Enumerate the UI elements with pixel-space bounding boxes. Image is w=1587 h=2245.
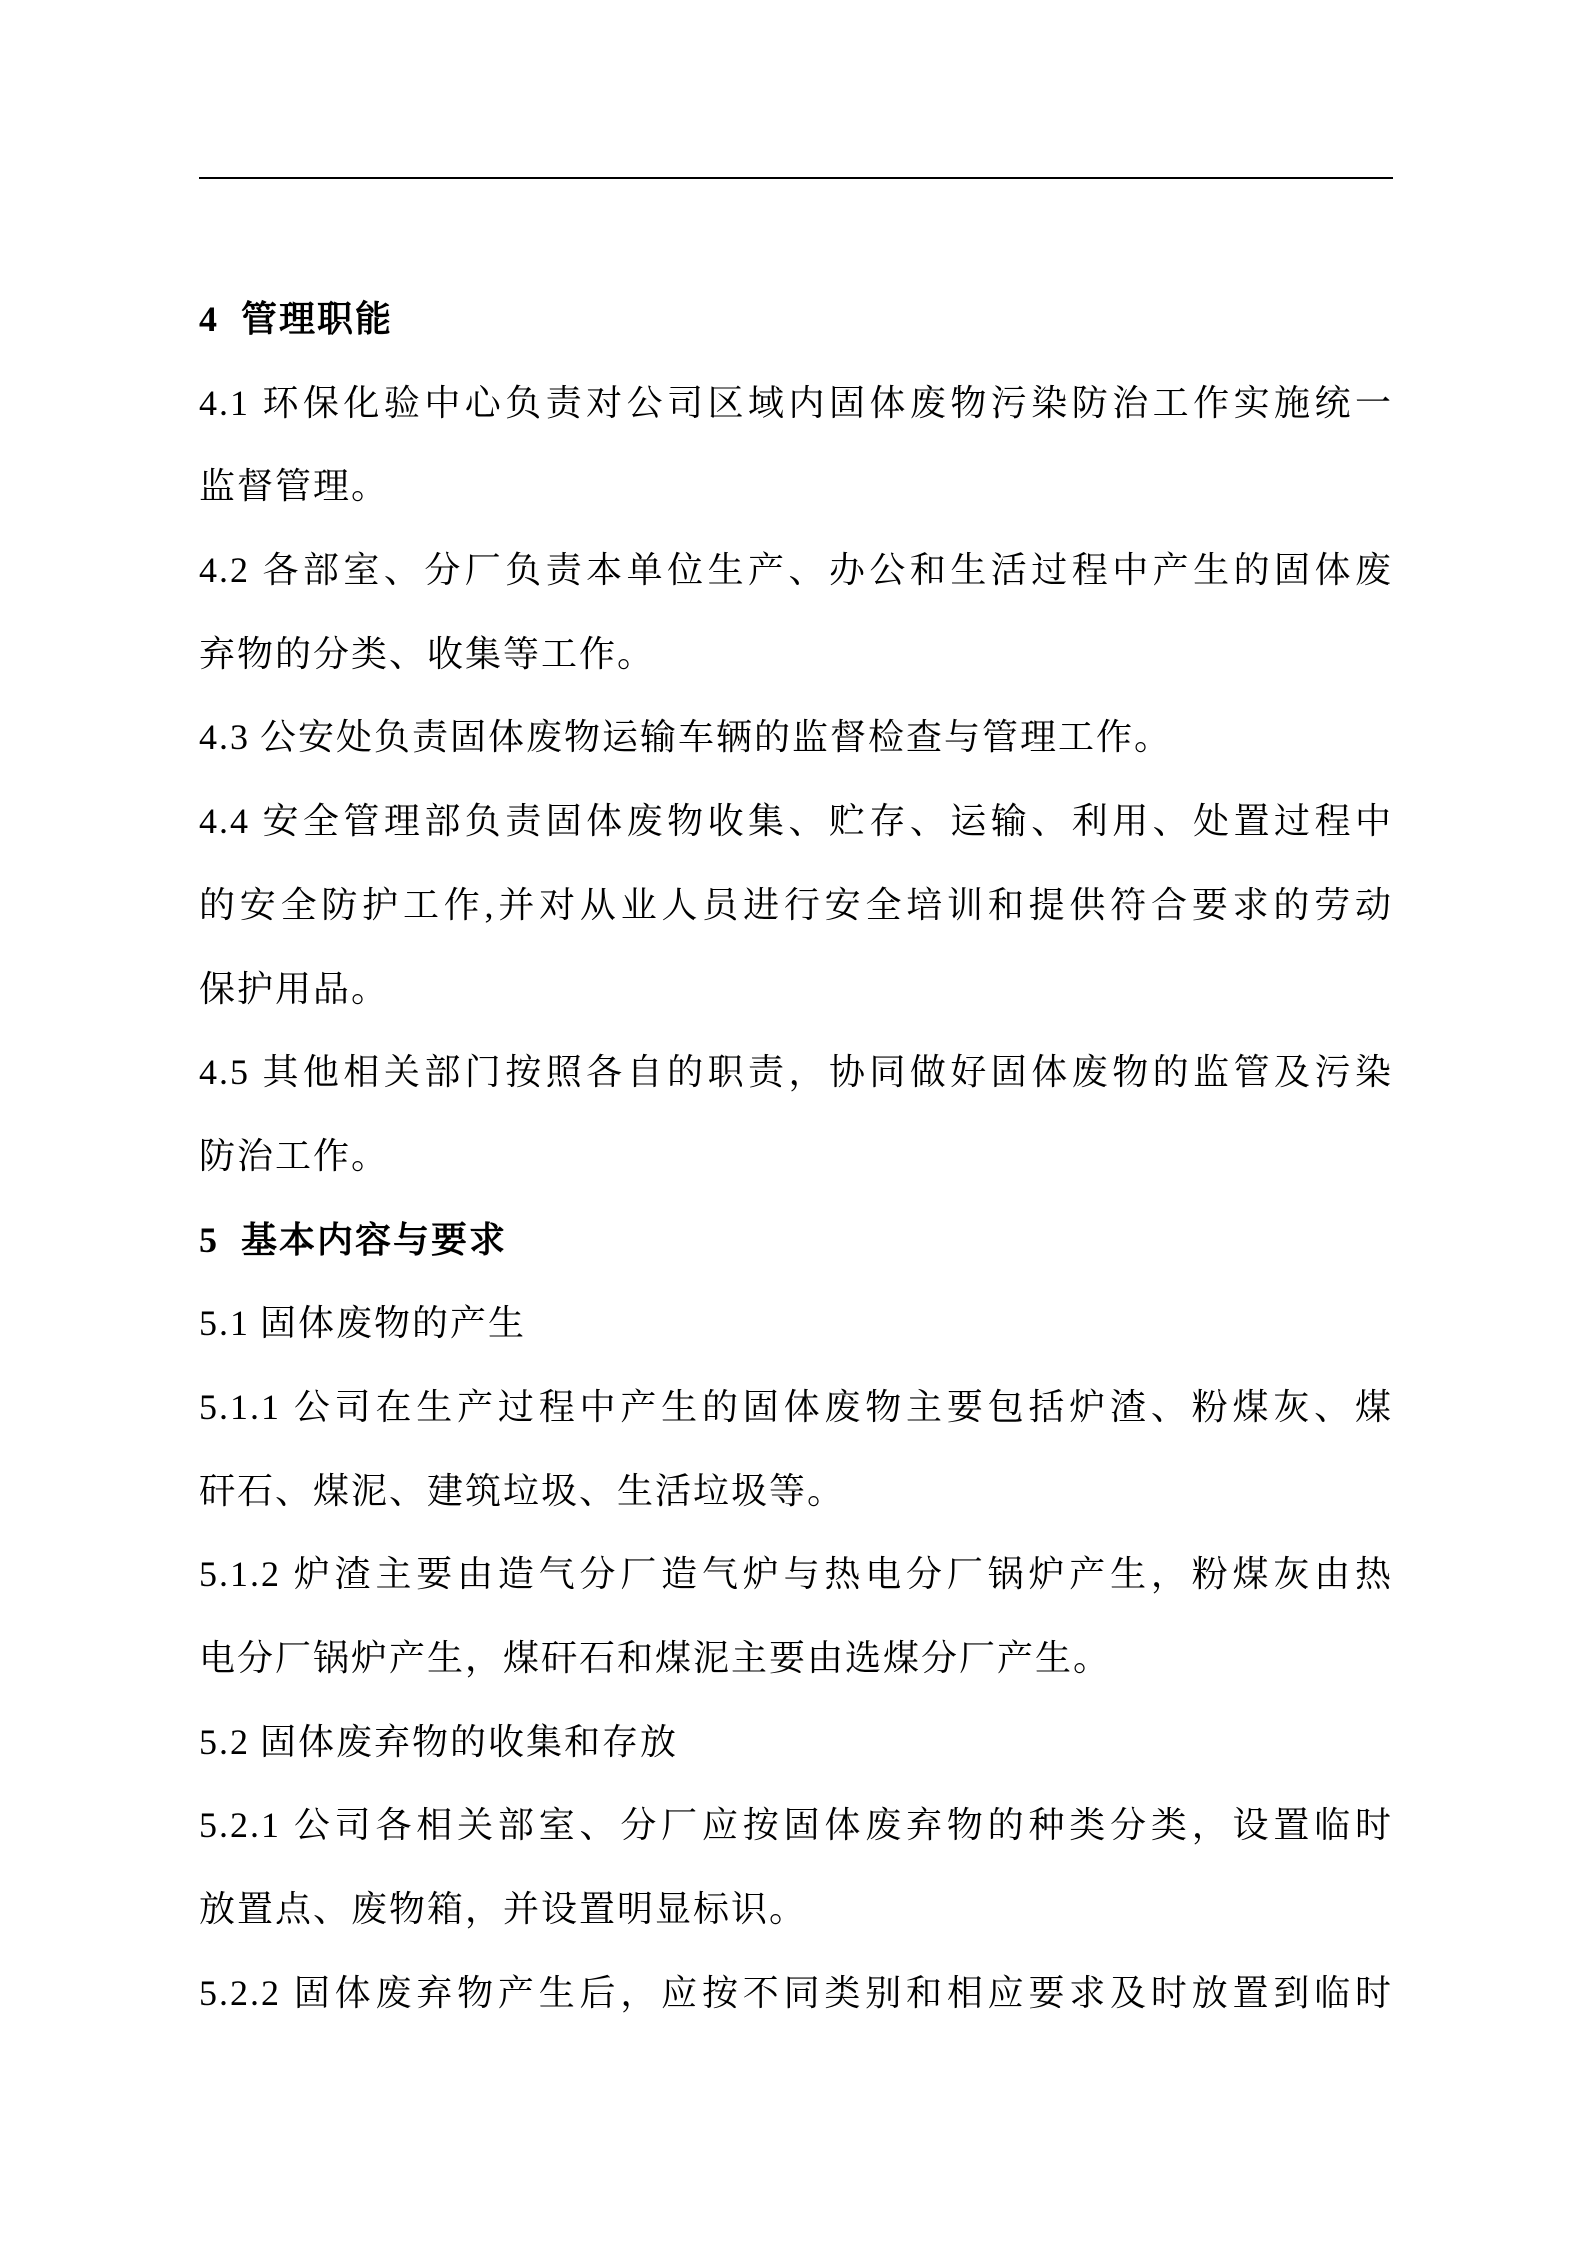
text-line bbox=[199, 1450, 1393, 1534]
text-line bbox=[199, 864, 1393, 948]
clause-number: 5.2.2 bbox=[199, 1972, 281, 2013]
text-line bbox=[199, 696, 1393, 780]
clause-number: 4.5 bbox=[199, 1052, 250, 1093]
document-body bbox=[199, 278, 1393, 2035]
clause-5-1 bbox=[199, 1282, 1393, 1366]
clause-4-4 bbox=[199, 780, 1393, 1031]
clause-5-2 bbox=[199, 1701, 1393, 1785]
text-line bbox=[199, 445, 1393, 529]
text-line bbox=[199, 613, 1393, 697]
text-line bbox=[199, 780, 1393, 864]
clause-number: 5.1.1 bbox=[199, 1386, 281, 1427]
text-line bbox=[199, 1952, 1393, 2036]
text-line bbox=[199, 1868, 1393, 1952]
text-line bbox=[199, 1115, 1393, 1199]
clause-text: 监督管理。 bbox=[199, 466, 390, 507]
text-line bbox=[199, 1784, 1393, 1868]
clause-4-1 bbox=[199, 362, 1393, 529]
section-heading-5 bbox=[199, 1199, 1393, 1283]
text-line bbox=[199, 1701, 1393, 1785]
clause-text: 公司各相关部室、分厂应按固体废弃物的种类分类，设置临时 bbox=[291, 1805, 1393, 1846]
clause-5-1-1 bbox=[199, 1366, 1393, 1533]
clause-number: 5.1 bbox=[199, 1303, 250, 1344]
clause-text: 各部室、分厂负责本单位生产、办公和生活过程中产生的固体废 bbox=[260, 550, 1393, 591]
clause-number: 4.1 bbox=[199, 382, 250, 423]
clause-text: 安全管理部负责固体废物收集、贮存、运输、利用、处置过程中 bbox=[260, 801, 1393, 842]
clause-number: 5.2 bbox=[199, 1721, 250, 1762]
text-line bbox=[199, 1282, 1393, 1366]
text-line bbox=[199, 1366, 1393, 1450]
clause-text: 放置点、废物箱，并设置明显标识。 bbox=[199, 1889, 808, 1930]
clause-number: 4.4 bbox=[199, 801, 250, 842]
clause-text: 公司在生产过程中产生的固体废物主要包括炉渣、粉煤灰、煤 bbox=[291, 1386, 1393, 1427]
section-number: 5 bbox=[199, 1219, 219, 1260]
section-number: 4 bbox=[199, 299, 219, 339]
clause-text: 固体废物的产生 bbox=[260, 1303, 527, 1344]
clause-text: 公安处负责固体废物运输车辆的监督检查与管理工作。 bbox=[260, 717, 1173, 758]
clause-text: 环保化验中心负责对公司区域内固体废物污染防治工作实施统一 bbox=[260, 382, 1393, 423]
clause-text: 固体废弃物的收集和存放 bbox=[260, 1721, 679, 1762]
section-title: 基本内容与要求 bbox=[241, 1219, 508, 1260]
clause-text: 固体废弃物产生后，应按不同类别和相应要求及时放置到临时 bbox=[291, 1972, 1393, 2013]
clause-text: 弃物的分类、收集等工作。 bbox=[199, 633, 656, 674]
header-rule bbox=[199, 177, 1393, 179]
clause-text: 炉渣主要由造气分厂造气炉与热电分厂锅炉产生，粉煤灰由热 bbox=[291, 1554, 1393, 1595]
text-line bbox=[199, 1533, 1393, 1617]
clause-4-5 bbox=[199, 1031, 1393, 1198]
clause-text: 保护用品。 bbox=[199, 968, 390, 1009]
text-line bbox=[199, 362, 1393, 446]
clause-4-3 bbox=[199, 696, 1393, 780]
section-heading-4 bbox=[199, 278, 1393, 362]
clause-text: 其他相关部门按照各自的职责，协同做好固体废物的监管及污染 bbox=[260, 1052, 1393, 1093]
clause-text: 防治工作。 bbox=[199, 1135, 390, 1176]
clause-text: 的安全防护工作,并对从业人员进行安全培训和提供符合要求的劳动 bbox=[199, 884, 1393, 925]
clause-5-2-2 bbox=[199, 1952, 1393, 2036]
section-title: 管理职能 bbox=[241, 299, 394, 339]
clause-number: 5.1.2 bbox=[199, 1554, 281, 1595]
clause-4-2 bbox=[199, 529, 1393, 696]
text-line bbox=[199, 948, 1393, 1032]
text-line bbox=[199, 1617, 1393, 1701]
text-line bbox=[199, 1031, 1393, 1115]
clause-text: 矸石、煤泥、建筑垃圾、生活垃圾等。 bbox=[199, 1470, 846, 1511]
clause-number: 5.2.1 bbox=[199, 1805, 281, 1846]
clause-5-2-1 bbox=[199, 1784, 1393, 1951]
clause-number: 4.3 bbox=[199, 717, 250, 758]
clause-text: 电分厂锅炉产生，煤矸石和煤泥主要由选煤分厂产生。 bbox=[199, 1638, 1112, 1678]
clause-number: 4.2 bbox=[199, 550, 250, 591]
text-line bbox=[199, 529, 1393, 613]
clause-5-1-2 bbox=[199, 1533, 1393, 1700]
